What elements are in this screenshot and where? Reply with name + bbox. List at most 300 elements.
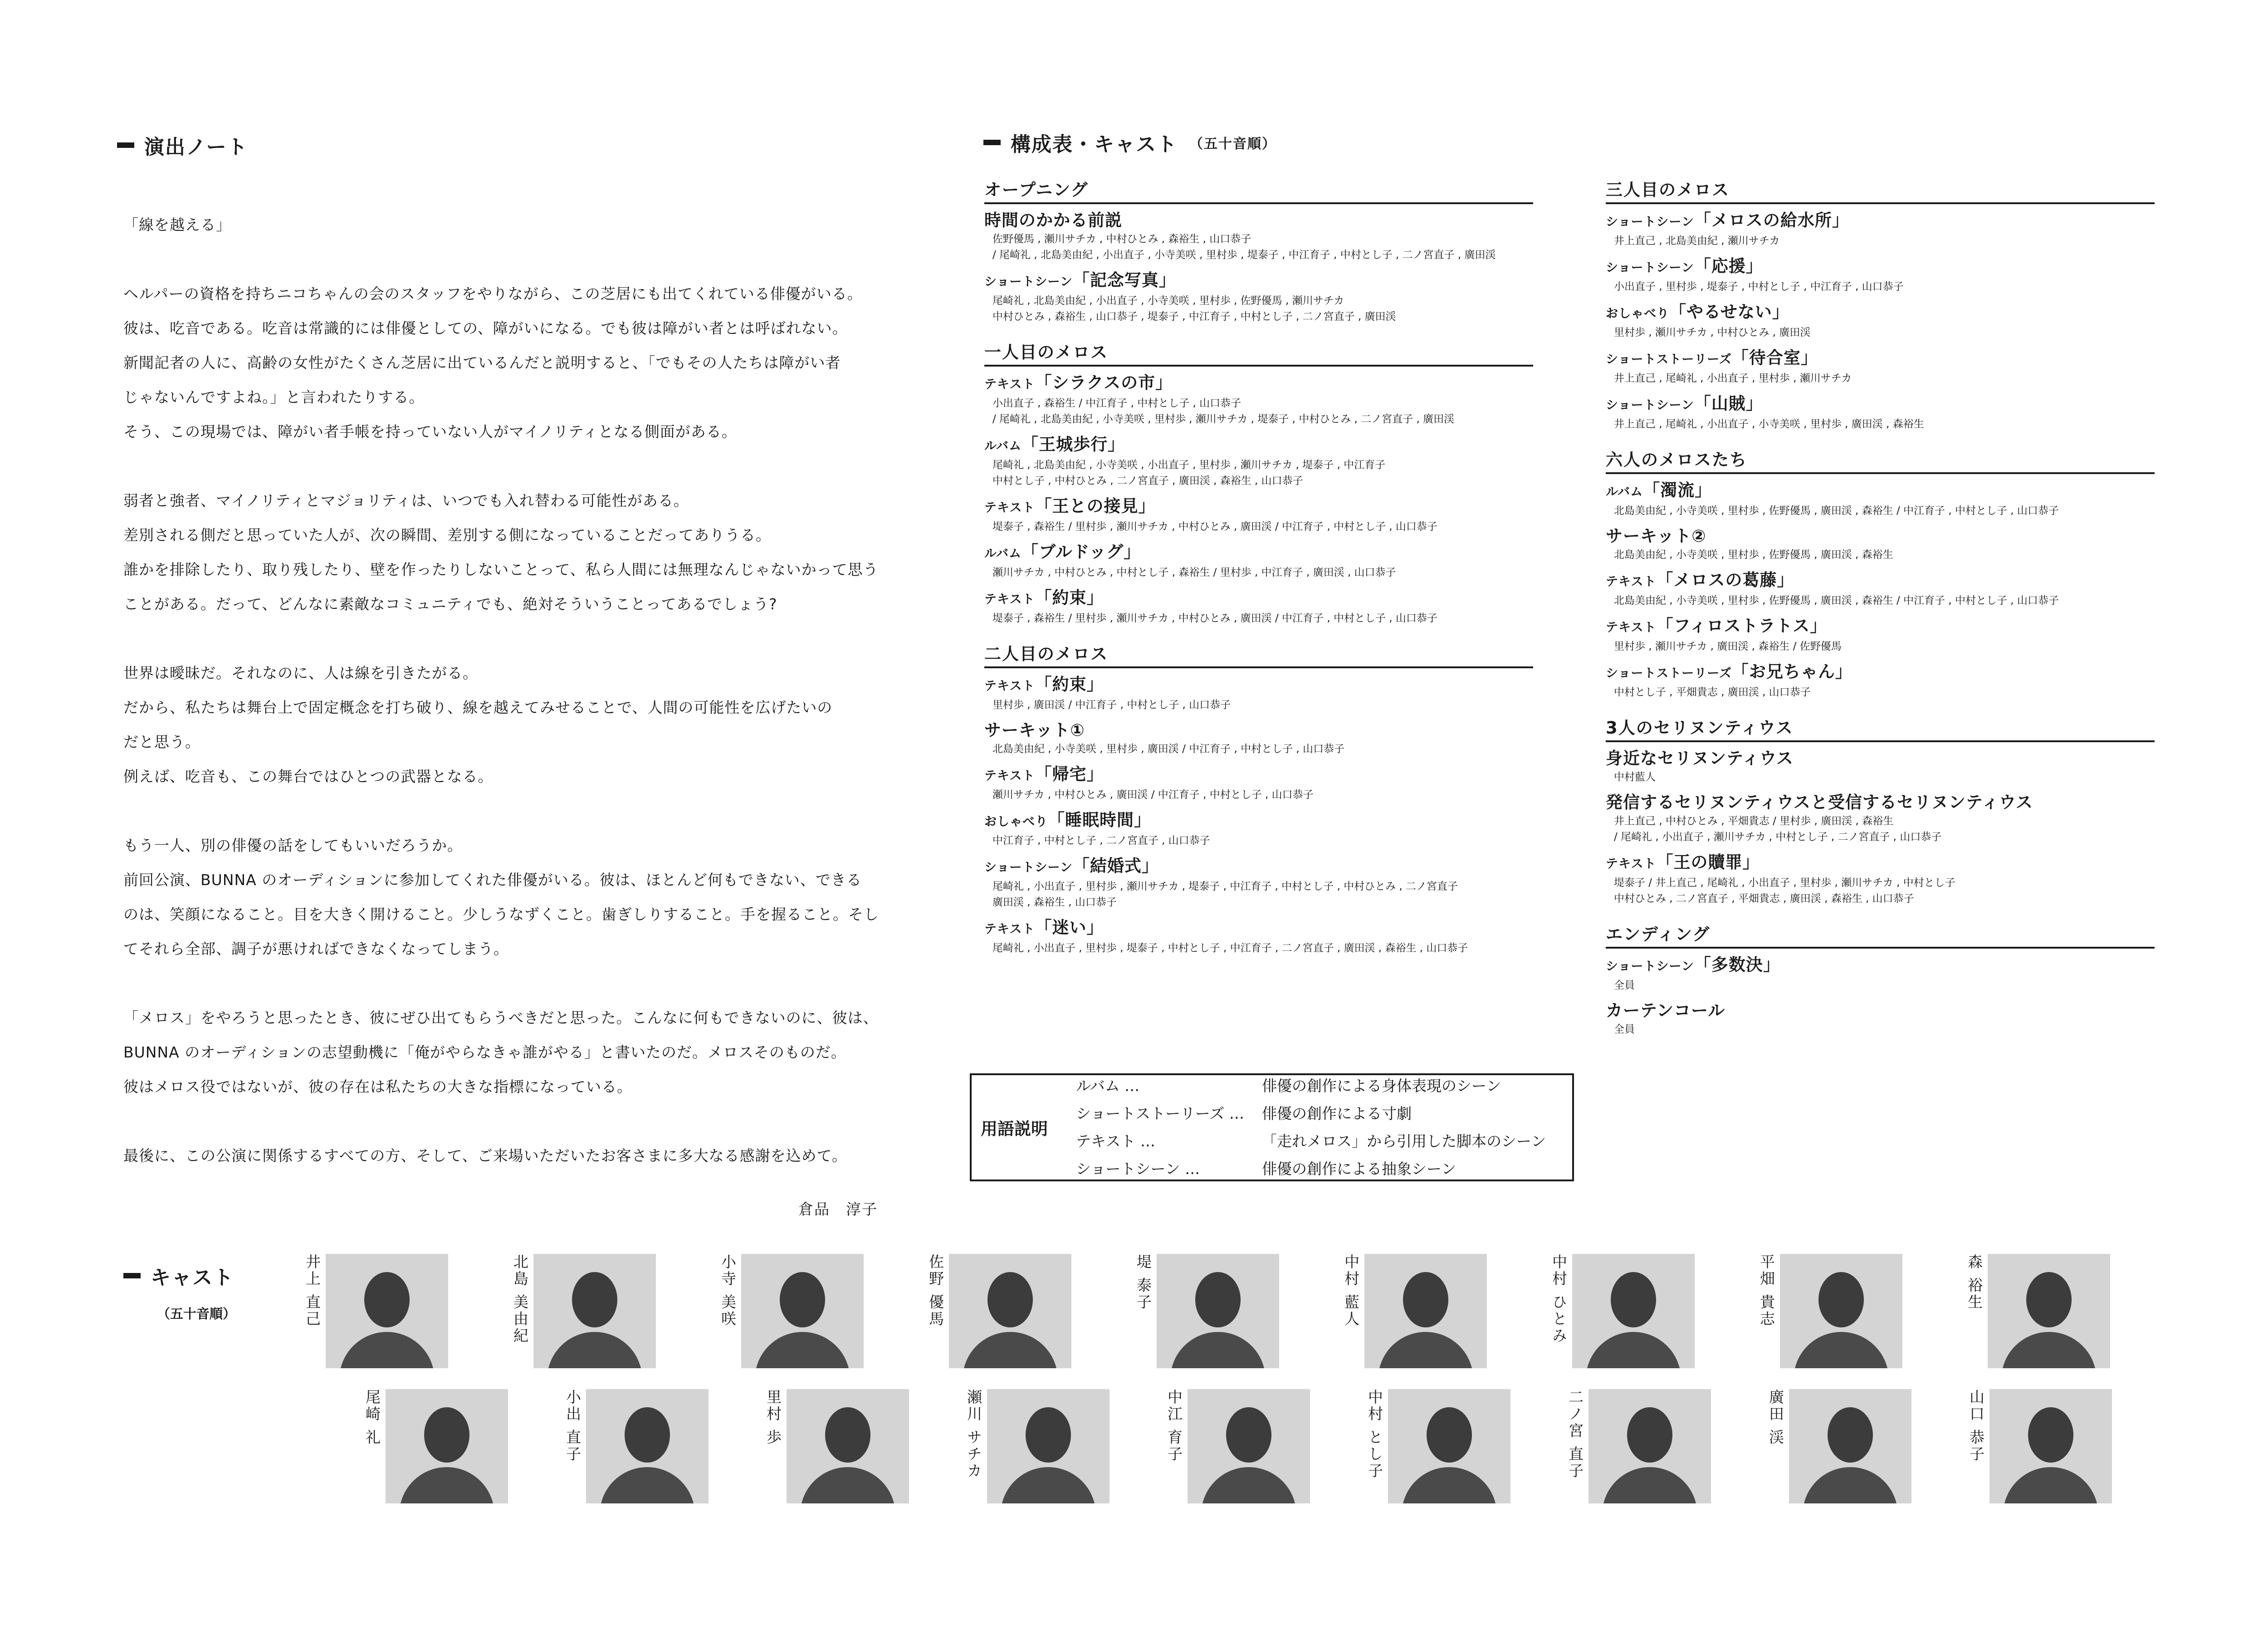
scene-type: ルバム — [984, 547, 1022, 561]
program-section — [1606, 714, 2155, 907]
scene-title — [1606, 1000, 2155, 1022]
scene-name: 「睡眠時間」 — [1048, 810, 1151, 830]
section-title: オープニング — [984, 176, 1533, 204]
scene-cast: 北島美由紀 , 小寺美咲 , 里村歩 , 佐野優馬 , 廣田渓 , 森裕生 — [1614, 549, 1893, 561]
photo-shoulders — [2001, 1332, 2097, 1368]
glossary-desc: 俳優の創作による抽象シーン — [1262, 1160, 1457, 1178]
scene-cast: 井上直己 , 北島美由紀 , 瀬川サチカ — [1614, 235, 1780, 247]
scene-item — [1606, 792, 2155, 845]
scene-type: ショートシーン — [1606, 959, 1694, 974]
scene-item — [1606, 393, 2155, 432]
scene-name: 「王との接見」 — [1035, 496, 1156, 516]
cast-photo — [741, 1254, 864, 1368]
photo-shoulders — [1378, 1332, 1473, 1368]
scene-type: ショートシーン — [1606, 215, 1694, 229]
heading-bar — [117, 142, 134, 148]
scene-item — [1606, 525, 2155, 563]
cast-photo — [949, 1254, 1071, 1368]
paragraph-gap — [123, 966, 913, 1001]
scene-type: テキスト — [984, 769, 1035, 783]
cast-name: 瀬川 サチカ — [965, 1389, 982, 1480]
paragraph-gap — [123, 622, 913, 656]
scene-name: 「帰宅」 — [1035, 764, 1104, 784]
photo-head — [572, 1272, 617, 1327]
scene-name: 「山賊」 — [1694, 394, 1763, 413]
scene-type: ルバム — [1606, 485, 1643, 499]
scene-item — [984, 917, 1533, 956]
scene-item — [984, 210, 1533, 263]
row2-cast-member — [1766, 1389, 1948, 1503]
photo-head — [1627, 1407, 1672, 1463]
cast-photo — [586, 1389, 709, 1503]
scene-cast: 里村歩 , 瀬川サチカ , 廣田渓 , 森裕生 / 佐野優馬 — [1614, 641, 1842, 652]
row1-cast-member — [1549, 1254, 1767, 1368]
scene-title — [984, 764, 1533, 787]
scene-cast: 堤泰子 , 森裕生 / 里村歩 , 瀬川サチカ , 中村ひとみ , 廣田渓 / 中江育子 , 中村とし子 , 山口恭子 — [992, 521, 1437, 533]
program-section — [1606, 920, 2155, 1038]
glossary-desc: 俳優の創作による寸劇 — [1262, 1105, 1412, 1122]
photo-shoulders — [547, 1332, 642, 1368]
program-section — [1606, 176, 2155, 432]
glossary-row — [1076, 1100, 1546, 1127]
cast-photo — [1789, 1389, 1911, 1503]
notes-author: 倉品 淳子 — [798, 1200, 878, 1218]
notes-line: もう一人、別の俳優の話をしてもいいだろうか。 — [123, 837, 463, 854]
photo-head — [1195, 1272, 1241, 1327]
cast-photo — [1572, 1254, 1695, 1368]
section-title: エンディング — [1606, 920, 2155, 949]
scene-title — [984, 720, 1533, 741]
photo-head — [2026, 1272, 2072, 1327]
cast-photo — [1988, 1254, 2110, 1368]
scene-type: テキスト — [1606, 575, 1657, 589]
program-column-right — [1606, 176, 2155, 1044]
scene-title — [984, 855, 1533, 879]
scene-title — [1606, 480, 2155, 503]
photo-head — [2028, 1407, 2073, 1463]
cast-name: 北島 美由紀 — [511, 1254, 529, 1345]
row1-cast-member — [1965, 1254, 2146, 1368]
notes-line: 新聞記者の人に、高齢の女性がたくさん芝居に出ているんだと説明すると、「でもその人たちは障がい者 — [123, 354, 841, 372]
director-notes — [123, 208, 913, 1173]
scene-name: 「濁流」 — [1643, 480, 1712, 500]
photo-head — [825, 1407, 870, 1463]
scene-item — [1606, 301, 2155, 341]
scene-cast: 堤泰子 / 井上直己 , 尾崎礼 , 小出直子 , 里村歩 , 瀬川サチカ , 中村とし子 — [1614, 877, 1955, 889]
scene-item — [1606, 210, 2155, 249]
glossary-table — [1076, 1072, 1546, 1183]
scene-item — [1606, 661, 2155, 700]
scene-item — [1606, 569, 2155, 609]
scene-name: 「迷い」 — [1035, 918, 1104, 937]
scene-name: 発信するセリヌンティウスと受信するセリヌンティウス — [1606, 793, 2033, 812]
scene-item — [1606, 615, 2155, 655]
program-section — [984, 640, 1533, 956]
row2-cast-member — [1365, 1389, 1583, 1503]
scene-title — [1606, 661, 2155, 685]
scene-type: テキスト — [984, 592, 1035, 607]
notes-line: 「線を越える」 — [123, 216, 231, 234]
section-title: 一人目のメロス — [984, 338, 1533, 367]
scene-title — [1606, 525, 2155, 547]
scene-cast: 佐野優馬 , 瀬川サチカ , 中村ひとみ , 森裕生 , 山口恭子 — [992, 233, 1251, 245]
cast-name: 小出 直子 — [564, 1389, 582, 1463]
scene-name: 「応援」 — [1694, 256, 1763, 276]
scene-item — [984, 720, 1533, 757]
notes-line: 「メロス」をやろうと思ったとき、彼にぜひ出てもらうべきだと思った。こんなに何もできないのに、彼は、 — [123, 1009, 879, 1027]
scene-name: 「お兄ちゃん」 — [1731, 662, 1853, 681]
scene-cast: 中江育子 , 中村とし子 , 二ノ宮直子 , 山口恭子 — [992, 835, 1210, 847]
photo-shoulders — [963, 1332, 1058, 1368]
photo-shoulders — [1803, 1467, 1898, 1503]
cast-photo — [987, 1389, 1110, 1503]
photo-shoulders — [1001, 1467, 1096, 1503]
scene-cast: / 尾崎礼 , 小出直子 , 瀬川サチカ , 中村とし子 , 二ノ宮直子 , 山口恭子 — [1614, 831, 1942, 843]
cast-heading — [123, 1261, 234, 1290]
photo-head — [364, 1272, 410, 1327]
cast-photo — [326, 1254, 448, 1368]
paragraph-gap — [123, 449, 913, 484]
scene-title — [984, 541, 1533, 565]
photo-head — [1427, 1407, 1472, 1463]
photo-head — [1828, 1407, 1873, 1463]
cast-name: 尾崎 礼 — [363, 1389, 381, 1446]
glossary-term: ルバム … — [1076, 1077, 1140, 1095]
scene-type: ショートシーン — [984, 275, 1073, 289]
scene-type: ショートストーリーズ — [1606, 666, 1732, 680]
photo-shoulders — [800, 1467, 895, 1503]
scene-name: 「やるせない」 — [1669, 302, 1789, 322]
scene-item — [1606, 255, 2155, 295]
row2-cast-member — [363, 1389, 544, 1503]
notes-line: てそれら全部、調子が悪ければできなくなってしまう。 — [123, 940, 509, 958]
scene-item — [984, 587, 1533, 627]
scene-name: 「メロスの給水所」 — [1694, 210, 1849, 230]
scene-cast: 北島美由紀 , 小寺美咲 , 里村歩 , 佐野優馬 , 廣田渓 , 森裕生 / 中江育子 , 中村とし子 , 山口恭子 — [1614, 505, 2059, 517]
scene-cast: 尾崎礼 , 小出直子 , 里村歩 , 瀬川サチカ , 堤泰子 , 中江育子 , 中村とし子 , 中村ひとみ , 二ノ宮直子 — [992, 881, 1458, 892]
cast-name: 里村 歩 — [764, 1389, 782, 1446]
cast-photo — [1364, 1254, 1487, 1368]
photo-shoulders — [2003, 1467, 2098, 1503]
photo-head — [1611, 1272, 1656, 1327]
notes-line: 前回公演、BUNNA のオーディションに参加してくれた俳優がいる。彼は、ほとんど何もできない、できる — [123, 871, 862, 889]
section-title: 三人目のメロス — [1606, 176, 2155, 204]
scene-type: ショートシーン — [1606, 261, 1694, 275]
program-section — [984, 176, 1533, 325]
scene-cast: 瀬川サチカ , 中村ひとみ , 廣田渓 / 中江育子 , 中村とし子 , 山口恭子 — [992, 789, 1314, 801]
scene-item — [1606, 1000, 2155, 1038]
scene-item — [1606, 748, 2155, 785]
cast-heading-note: （五十音順） — [157, 1306, 236, 1322]
scene-item — [1606, 954, 2155, 994]
photo-shoulders — [399, 1467, 494, 1503]
scene-name: 「メロスの葛藤」 — [1656, 570, 1794, 590]
scene-cast: 尾崎礼 , 北島美由紀 , 小出直子 , 小寺美咲 , 里村歩 , 佐野優馬 , 瀬川サチカ — [992, 295, 1344, 307]
scene-title — [984, 495, 1533, 519]
scene-title — [984, 372, 1533, 396]
photo-shoulders — [1794, 1332, 1889, 1368]
scene-title — [984, 434, 1533, 457]
scene-item — [984, 434, 1533, 489]
cast-photo — [386, 1389, 508, 1503]
program-heading-text: 構成表・キャスト — [1011, 133, 1178, 156]
scene-item — [984, 855, 1533, 910]
scene-title — [1606, 852, 2155, 875]
scene-item — [984, 495, 1533, 535]
scene-name: 「記念写真」 — [1072, 270, 1176, 290]
cast-heading-text: キャスト — [151, 1266, 234, 1289]
notes-line: 弱者と強者、マイノリティとマジョリティは、いつでも入れ替わる可能性がある。 — [123, 492, 689, 509]
cast-name: 中村 藍人 — [1342, 1254, 1360, 1328]
scene-cast: 尾崎礼 , 北島美由紀 , 小寺美咲 , 小出直子 , 里村歩 , 瀬川サチカ , 堤泰子 , 中江育子 — [992, 459, 1386, 471]
photo-head — [780, 1272, 825, 1327]
scene-cast: 北島美由紀 , 小寺美咲 , 里村歩 , 廣田渓 / 中江育子 , 中村とし子 , 山口恭子 — [992, 743, 1345, 755]
scene-type: ルバム — [984, 439, 1022, 453]
scene-item — [984, 764, 1533, 803]
scene-type: テキスト — [984, 377, 1035, 392]
glossary-term: テキスト … — [1076, 1132, 1155, 1150]
row2-cast-member — [1967, 1389, 2166, 1503]
glossary-term: ショートストーリーズ … — [1076, 1105, 1244, 1122]
cast-name: 森 裕生 — [1965, 1254, 1983, 1311]
scene-name: 「結婚式」 — [1072, 856, 1159, 876]
section-title: 六人のメロスたち — [1606, 446, 2155, 474]
photo-head — [987, 1272, 1033, 1327]
scene-title — [1606, 347, 2155, 371]
glossary-term: ショートシーン … — [1076, 1160, 1200, 1178]
row1-cast-member — [1134, 1254, 1315, 1368]
cast-name: 中村 とし子 — [1366, 1389, 1383, 1480]
row1-cast-member — [1342, 1254, 1541, 1368]
scene-name: 「待合室」 — [1731, 348, 1818, 367]
section-title: 二人目のメロス — [984, 640, 1533, 668]
row1-cast-member — [303, 1254, 503, 1368]
scene-title — [1606, 210, 2155, 233]
scene-cast: 廣田渓 , 森裕生 , 山口恭子 — [992, 896, 1117, 908]
photo-shoulders — [1402, 1467, 1497, 1503]
program-column-left — [984, 176, 1533, 963]
photo-shoulders — [600, 1467, 695, 1503]
cast-name: 山口 恭子 — [1967, 1389, 1985, 1463]
paragraph-gap — [123, 794, 913, 828]
notes-line: のは、笑顔になること。目を大きく開けること。少しうなずくこと。歯ぎしりすること。手を握ること。そし — [123, 905, 879, 923]
photo-head — [1818, 1272, 1864, 1327]
glossary-desc: 「走れメロス」から引用した脚本のシーン — [1262, 1132, 1546, 1150]
cast-photo — [1780, 1254, 1902, 1368]
scene-cast: 小出直子 , 里村歩 , 堤泰子 , 中村とし子 , 中江育子 , 山口恭子 — [1614, 281, 1904, 293]
scene-title — [1606, 569, 2155, 593]
scene-title — [1606, 615, 2155, 639]
notes-line: そう、この現場では、障がい者手帳を持っていない人がマイノリティとなる側面がある。 — [123, 423, 737, 441]
notes-line: 最後に、この公演に関係するすべての方、そして、ご来場いただいたお客さまに多大なる感謝を込めて。 — [123, 1147, 848, 1165]
paragraph-gap — [123, 1104, 913, 1139]
scene-name: 「シラクスの市」 — [1035, 373, 1173, 392]
scene-cast: 全員 — [1614, 1023, 1635, 1035]
cast-photo — [1188, 1389, 1310, 1503]
scene-title — [984, 809, 1533, 833]
scene-cast: 尾崎礼 , 小出直子 , 里村歩 , 堤泰子 , 中村とし子 , 中江育子 , 二ノ宮直子 , 廣田渓 , 森裕生 , 山口恭子 — [992, 942, 1468, 954]
scene-name: 「フィロストラトス」 — [1656, 616, 1828, 636]
scene-cast: 堤泰子 , 森裕生 / 里村歩 , 瀬川サチカ , 中村ひとみ , 廣田渓 / 中江育子 , 中村とし子 , 山口恭子 — [992, 612, 1437, 624]
scene-type: テキスト — [984, 501, 1035, 515]
scene-type: テキスト — [984, 922, 1035, 936]
scene-cast: 瀬川サチカ , 中村ひとみ , 中村とし子 , 森裕生 / 里村歩 , 中江育子 , 廣田渓 , 山口恭子 — [992, 567, 1396, 578]
scene-title — [1606, 954, 2155, 978]
photo-shoulders — [1602, 1467, 1697, 1503]
scene-name: カーテンコール — [1606, 1001, 1725, 1020]
scene-title — [1606, 393, 2155, 416]
scene-title — [984, 587, 1533, 611]
row1-cast-member — [511, 1254, 728, 1368]
cast-name: 平畑 貴志 — [1758, 1254, 1775, 1328]
program-section — [984, 338, 1533, 627]
scene-cast: 中村藍人 — [1614, 771, 1656, 783]
notes-line: じゃないんですよね。」と言われたりする。 — [123, 388, 425, 406]
scene-title — [1606, 792, 2155, 813]
scene-name: 「約束」 — [1035, 675, 1104, 694]
notes-line: ヘルパーの資格を持ちニコちゃんの会のスタッフをやりながら、この芝居にも出てくれている俳優がいる。 — [123, 285, 863, 303]
cast-photo — [1589, 1389, 1711, 1503]
scene-cast: / 尾崎礼 , 北島美由紀 , 小寺美咲 , 里村歩 , 瀬川サチカ , 堤泰子 , 中村ひとみ , 二ノ宮直子 , 廣田渓 — [992, 413, 1455, 425]
scene-name: 時間のかかる前説 — [984, 210, 1122, 230]
glossary-row — [1076, 1072, 1546, 1100]
scene-cast: 里村歩 , 瀬川サチカ , 中村ひとみ , 廣田渓 — [1614, 327, 1811, 338]
cast-name: 小寺 美咲 — [719, 1254, 737, 1328]
scene-cast: 小出直子 , 森裕生 / 中江育子 , 中村とし子 , 山口恭子 — [992, 397, 1242, 409]
paragraph-gap — [123, 242, 913, 277]
scene-name: 「王城歩行」 — [1022, 435, 1125, 454]
glossary-box — [970, 1073, 1574, 1181]
notes-line: 彼は、吃音である。吃音は常識的には俳優としての、障がいになる。でも彼は障がい者とは呼ばれない。 — [123, 319, 848, 337]
scene-item — [984, 809, 1533, 849]
glossary-title: 用語説明 — [981, 1119, 1048, 1139]
glossary-row — [1076, 1155, 1546, 1183]
scene-item — [984, 674, 1533, 713]
scene-cast: 井上直己 , 中村ひとみ , 平畑貴志 / 里村歩 , 廣田渓 , 森裕生 — [1614, 815, 1894, 827]
scene-title — [1606, 255, 2155, 279]
heading-bar — [983, 140, 1001, 145]
notes-line: 誰かを排除したり、取り残したり、壁を作ったりしないことって、私ら人間には無理なんじゃないかって思う — [123, 561, 879, 578]
scene-name: サーキット② — [1606, 526, 1706, 546]
scene-cast: / 尾崎礼 , 北島美由紀 , 小出直子 , 小寺美咲 , 里村歩 , 堤泰子 , 中江育子 , 中村とし子 , 二ノ宮直子 , 廣田渓 — [992, 249, 1496, 261]
cast-name: 井上 直己 — [303, 1254, 321, 1328]
scene-cast: 中村ひとみ , 森裕生 , 山口恭子 , 堤泰子 , 中江育子 , 中村とし子 , 二ノ宮直子 , 廣田渓 — [992, 311, 1396, 323]
section-title: 3人のセリヌンティウス — [1606, 714, 2155, 742]
notes-line: 差別される側だと思っていた人が、次の瞬間、差別する側になっていることだってありうる。 — [123, 526, 771, 544]
notes-heading-text: 演出ノート — [144, 136, 248, 159]
notes-line: BUNNA のオーディションの志望動機に「俺がやらなきゃ誰がやる」と書いたのだ。メロスそのものだ。 — [123, 1043, 846, 1061]
scene-name: 「約束」 — [1035, 588, 1104, 607]
glossary-row — [1076, 1127, 1546, 1155]
row1-cast-member — [1757, 1254, 1957, 1368]
photo-head — [424, 1407, 469, 1463]
scene-type: テキスト — [1606, 621, 1657, 635]
scene-type: ショートシーン — [984, 861, 1073, 875]
row1-cast-member — [926, 1254, 1126, 1368]
scene-item — [984, 372, 1533, 427]
scene-title — [1606, 301, 2155, 325]
row2-cast-member — [964, 1389, 1182, 1503]
row2-cast-member — [1566, 1389, 1784, 1503]
cast-photo — [1157, 1254, 1279, 1368]
cast-photo — [1989, 1389, 2112, 1503]
scene-cast: 井上直己 , 尾崎礼 , 小出直子 , 里村歩 , 瀬川サチカ — [1614, 372, 1852, 384]
scene-item — [1606, 852, 2155, 907]
cast-name: 中江 育子 — [1165, 1389, 1183, 1463]
scene-item — [984, 541, 1533, 581]
scene-name: サーキット① — [984, 720, 1085, 740]
scene-item — [984, 269, 1533, 325]
heading-bar — [123, 1273, 141, 1278]
photo-shoulders — [755, 1332, 850, 1368]
program-section — [1606, 446, 2155, 700]
scene-cast: 北島美由紀 , 小寺美咲 , 里村歩 , 佐野優馬 , 廣田渓 , 森裕生 / 中江育子 , 中村とし子 , 山口恭子 — [1614, 595, 2059, 607]
scene-title — [984, 674, 1533, 697]
cast-name: 廣田 渓 — [1767, 1389, 1784, 1446]
notes-line: だから、私たちは舞台上で固定概念を打ち破り、線を越えてみせることで、人間の可能性を広げたいの — [123, 699, 833, 716]
scene-type: おしゃべり — [984, 815, 1048, 829]
photo-head — [625, 1407, 670, 1463]
scene-type: ショートシーン — [1606, 398, 1694, 412]
glossary-desc: 俳優の創作による身体表現のシーン — [1262, 1077, 1501, 1095]
scene-cast: 井上直己 , 尾崎礼 , 小出直子 , 小寺美咲 , 里村歩 , 廣田渓 , 森裕生 — [1614, 418, 1924, 430]
notes-line: 例えば、吃音も、この舞台ではひとつの武器となる。 — [123, 768, 494, 785]
photo-head — [1403, 1272, 1448, 1327]
scene-title — [984, 269, 1533, 293]
cast-name: 二ノ宮 直子 — [1566, 1389, 1584, 1480]
scene-cast: 全員 — [1614, 979, 1635, 991]
scene-cast: 中村とし子 , 平畑貴志 , 廣田渓 , 山口恭子 — [1614, 686, 1811, 698]
scene-name: 身近なセリヌンティウス — [1606, 749, 1794, 768]
program-heading — [983, 128, 1276, 157]
photo-shoulders — [1170, 1332, 1266, 1368]
cast-name: 中村 ひとみ — [1550, 1254, 1568, 1345]
photo-shoulders — [1586, 1332, 1681, 1368]
row1-cast-member — [719, 1254, 918, 1368]
scene-title — [984, 210, 1533, 231]
cast-name: 佐野 優馬 — [927, 1254, 944, 1328]
cast-photo — [1388, 1389, 1510, 1503]
scene-name: 「ブルドッグ」 — [1022, 542, 1141, 562]
notes-line: だと思う。 — [123, 733, 200, 751]
notes-line: 世界は曖昧だ。それなのに、人は線を引きたがる。 — [123, 664, 478, 682]
scene-title — [984, 917, 1533, 940]
photo-shoulders — [339, 1332, 435, 1368]
program-heading-note: （五十音順） — [1189, 136, 1276, 152]
scene-type: ショートストーリーズ — [1606, 352, 1732, 367]
cast-name: 堤 泰子 — [1134, 1254, 1152, 1311]
row2-cast-member — [1165, 1389, 1364, 1503]
notes-line: ことがある。だって、どんなに素敵なコミュニティでも、絶対そういうことってあるでしょう? — [123, 595, 777, 613]
scene-name: 「王の贖罪」 — [1656, 852, 1760, 872]
scene-name: 「多数決」 — [1694, 955, 1780, 974]
notes-line: 彼はメロス役ではないが、彼の存在は私たちの大きな指標になっている。 — [123, 1078, 632, 1096]
scene-item — [1606, 347, 2155, 387]
scene-type: テキスト — [1606, 857, 1657, 871]
scene-cast: 中村とし子 , 中村ひとみ , 二ノ宮直子 , 廣田渓 , 森裕生 , 山口恭子 — [992, 475, 1303, 487]
photo-head — [1026, 1407, 1071, 1463]
row2-cast-member — [764, 1389, 945, 1503]
scene-type: おしゃべり — [1606, 307, 1669, 321]
photo-head — [1226, 1407, 1271, 1463]
cast-photo — [787, 1389, 909, 1503]
scene-type: テキスト — [984, 679, 1035, 693]
scene-cast: 里村歩 , 廣田渓 / 中江育子 , 中村とし子 , 山口恭子 — [992, 699, 1231, 711]
notes-heading — [117, 131, 248, 160]
scene-item — [1606, 480, 2155, 519]
scene-cast: 中村ひとみ , 二ノ宮直子 , 平畑貴志 , 廣田渓 , 森裕生 , 山口恭子 — [1614, 893, 1914, 905]
photo-shoulders — [1201, 1467, 1296, 1503]
